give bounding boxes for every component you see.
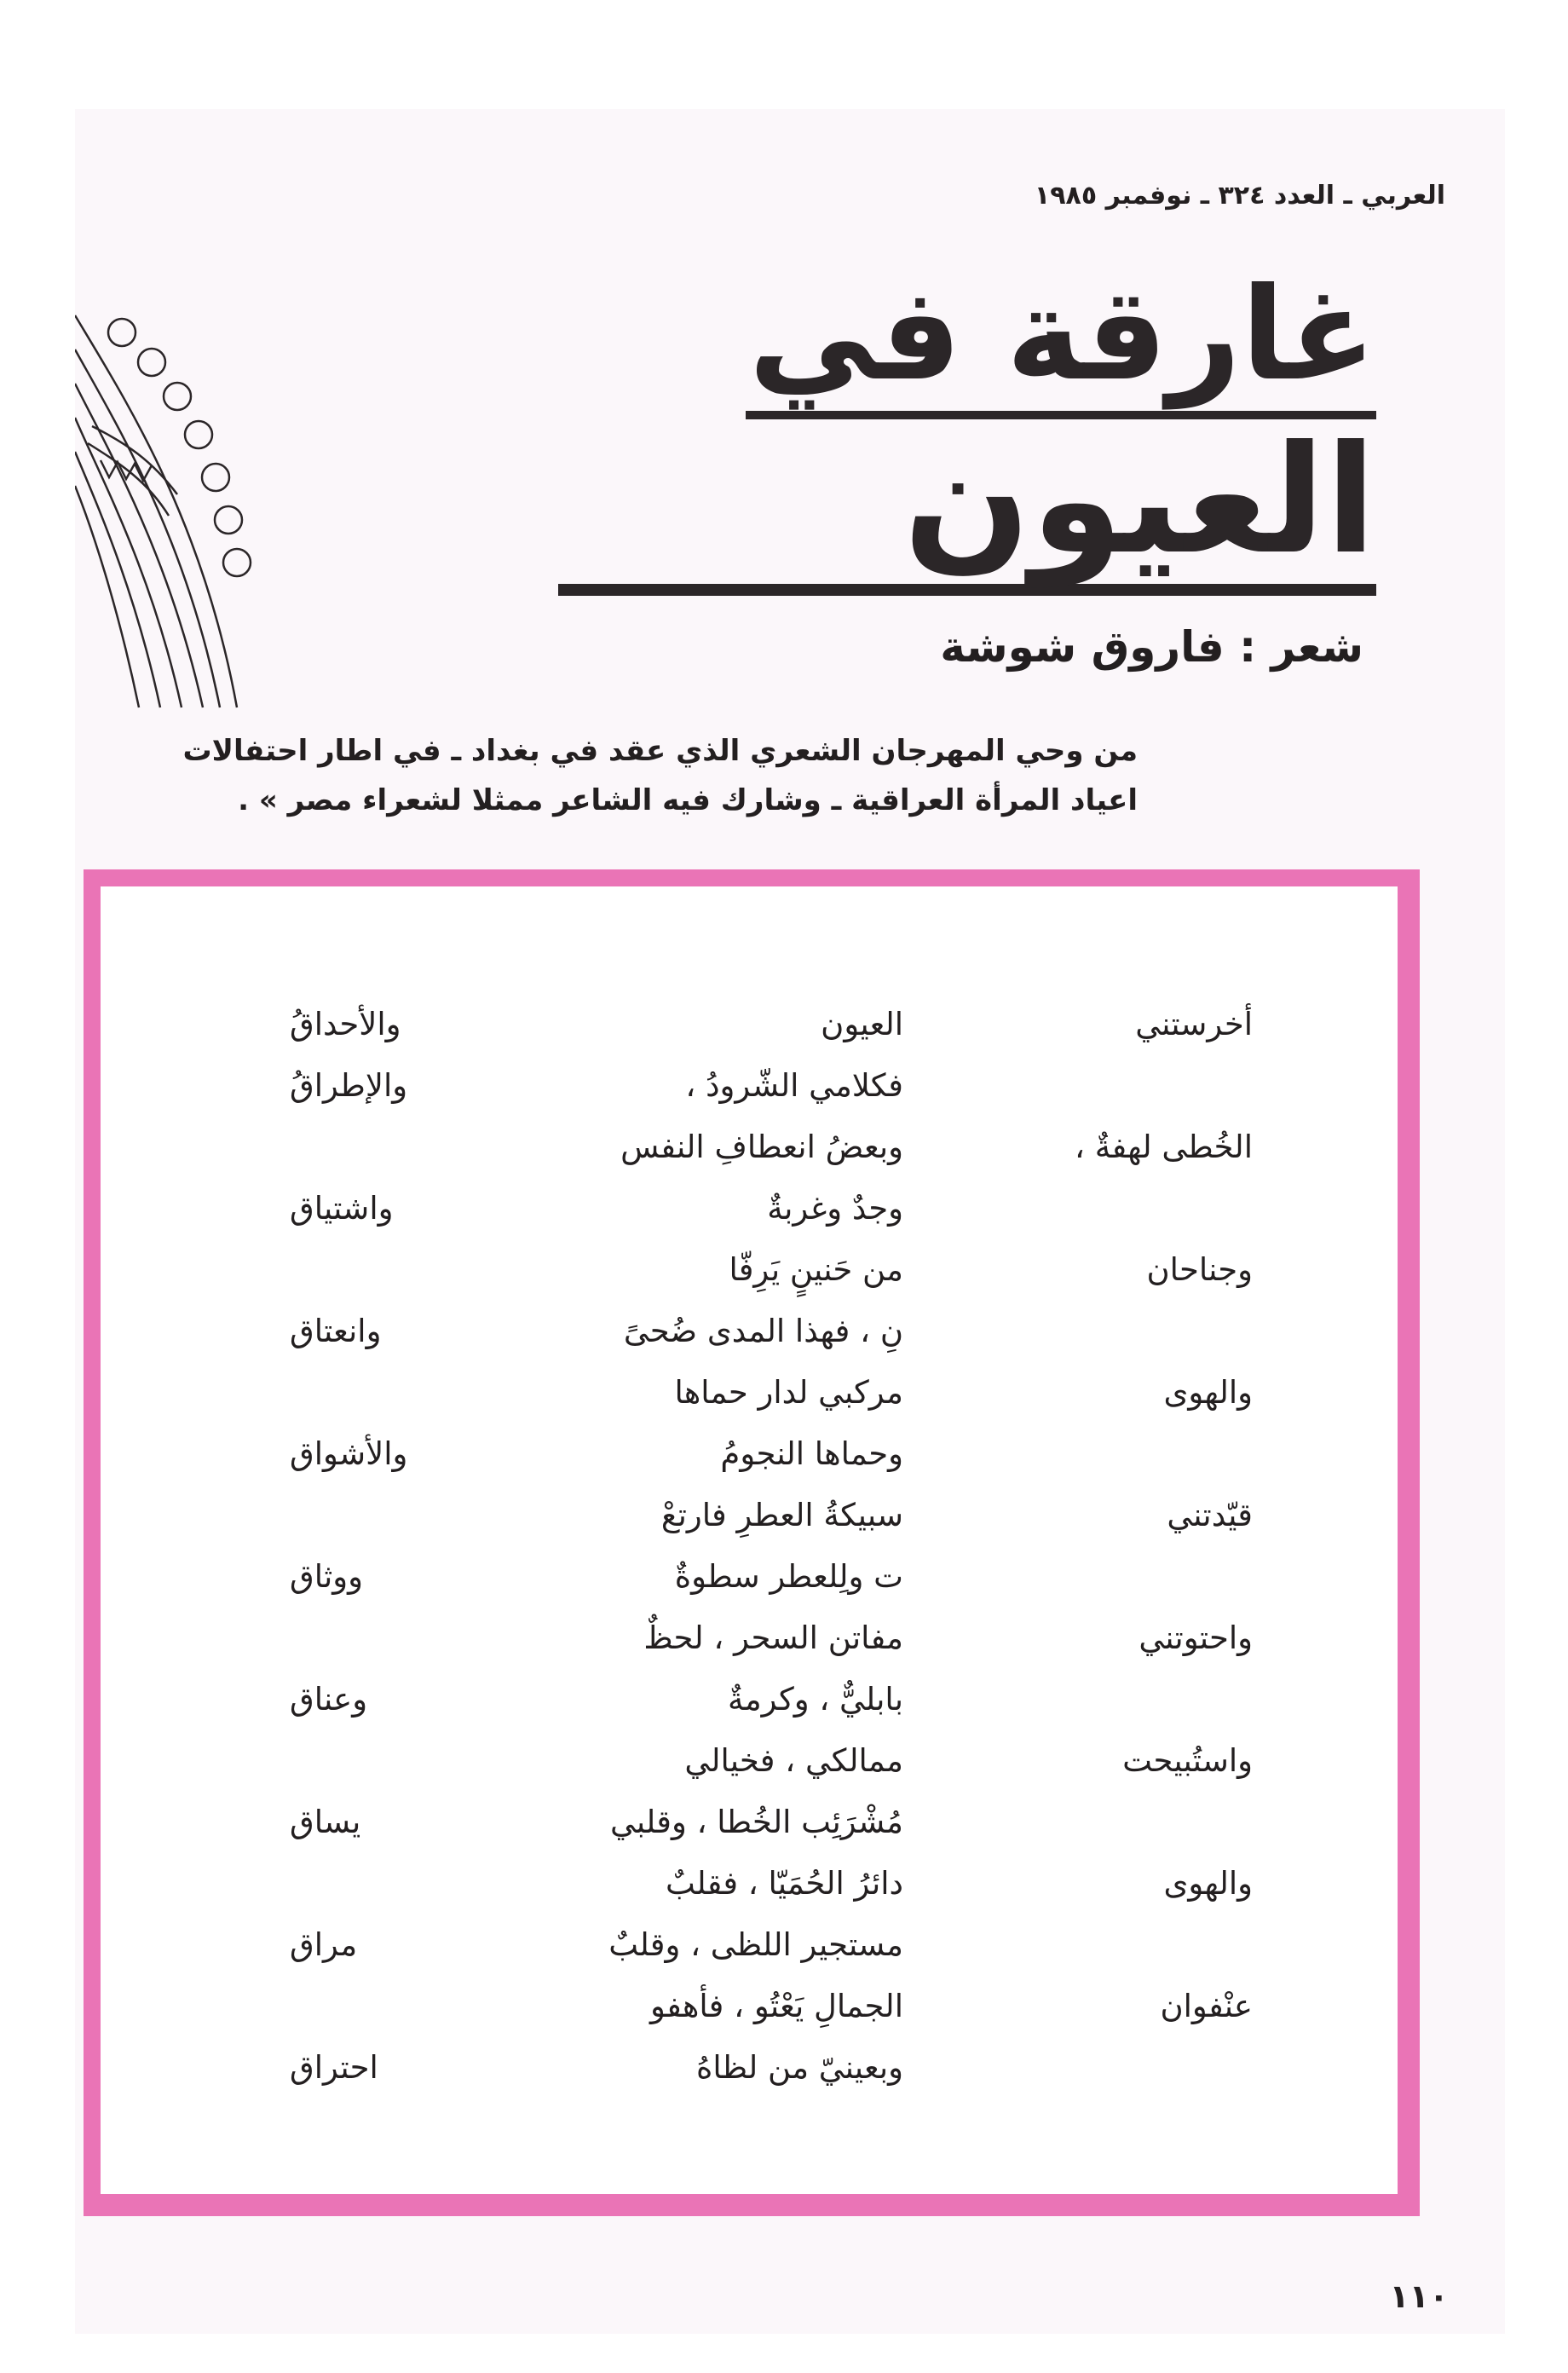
poem-verse: [290, 1865, 1253, 1926]
verse-segment-middle: فكلامي الشّرودُ ،: [685, 1067, 903, 1104]
poem-verse: [290, 1497, 1253, 1558]
poem-verse: [290, 1620, 1253, 1681]
verse-segment-right: عنْفوان: [1160, 1988, 1253, 2024]
verse-segment-middle: وبعضُ انعطافِ النفس: [620, 1129, 903, 1165]
verse-segment-middle: وحماها النجومُ: [720, 1435, 903, 1472]
verse-segment-middle: مفاتن السحر ، لحظٌ: [643, 1620, 903, 1656]
page-number: ١١٠: [1389, 2278, 1449, 2315]
poem-title: [558, 261, 1376, 596]
poem-verse: [290, 1742, 1253, 1804]
decorative-ornament-icon: [75, 298, 271, 725]
verse-segment-middle: وجدٌ وغربةٌ: [767, 1190, 903, 1227]
verse-segment-middle: سبيكةُ العطرِ فارتعْ: [660, 1497, 903, 1533]
poem-verse: [290, 1067, 1253, 1129]
title-line-1: غارقة في: [746, 271, 1376, 419]
verse-segment-middle: ممالكي ، فخيالي: [684, 1742, 903, 1779]
verse-segment-middle: مركبي لدار حماها: [674, 1374, 903, 1411]
verse-segment-middle: العيون: [821, 1006, 903, 1042]
poem-verse: [290, 1681, 1253, 1742]
verse-segment-left: ووثاق: [290, 1558, 364, 1595]
verse-segment-left: احتراق: [290, 2049, 378, 2086]
verse-segment-left: والأحداقُ: [290, 1006, 401, 1042]
poem-verse: [290, 1374, 1253, 1435]
title-line-2: العيون: [558, 426, 1376, 596]
poet-byline: شعر : فاروق شوشة: [940, 622, 1363, 672]
issue-header: العربي ـ العدد ٣٢٤ ـ نوفمبر ١٩٨٥: [1034, 181, 1445, 211]
intro-paragraph: من وحي المهرجان الشعري الذي عقد في بغداد ـ في اطار احتفالات اعياد المرأة العراقية ـ وشارك فيه الشاعر ممثلا لشعراء مصر » .: [182, 734, 1138, 817]
poem-verse: [290, 1251, 1253, 1313]
poem-verse: [290, 2049, 1253, 2110]
poem-verse: [290, 1435, 1253, 1497]
verse-segment-right: واحتوتني: [1139, 1620, 1253, 1656]
verse-segment-left: وعناق: [290, 1681, 368, 1718]
verse-segment-right: الخُطى لهفةٌ ،: [1075, 1129, 1253, 1165]
verse-segment-middle: من حَنينٍ يَرِفّا: [729, 1251, 903, 1288]
verse-segment-right: والهوى: [1163, 1374, 1253, 1411]
poem-verse: [290, 1313, 1253, 1374]
verse-segment-middle: ت ولِلعطر سطوةٌ: [674, 1558, 903, 1595]
poem-verse: [290, 1988, 1253, 2049]
verse-segment-right: أخرستني: [1135, 1006, 1253, 1042]
verse-segment-middle: مستجير اللظى ، وقلبٌ: [608, 1926, 903, 1963]
verse-segment-right: قيّدتني: [1167, 1497, 1253, 1533]
verse-segment-left: وانعتاق: [290, 1313, 382, 1349]
poem-verse: [290, 1804, 1253, 1865]
verse-segment-left: مراق: [290, 1926, 358, 1963]
verse-segment-left: واشتياق: [290, 1190, 394, 1227]
verse-segment-middle: دائرُ الحُمَيّا ، فقلبٌ: [666, 1865, 903, 1902]
poem-verse: [290, 1926, 1253, 1988]
verse-segment-middle: نِ ، فهذا المدى ضُحىً: [623, 1313, 903, 1349]
verse-segment-left: والأشواق: [290, 1435, 408, 1472]
verse-segment-right: واستُبيحت: [1122, 1742, 1253, 1779]
verse-segment-middle: وبعينيّ من لظاهُ: [696, 2049, 903, 2086]
verse-segment-right: والهوى: [1163, 1865, 1253, 1902]
poem-verse: [290, 1558, 1253, 1620]
verse-segment-left: والإطراقُ: [290, 1067, 408, 1104]
verse-segment-middle: بابليٌّ ، وكرمةٌ: [728, 1681, 903, 1718]
verse-segment-left: يساق: [290, 1804, 361, 1840]
verse-segment-middle: مُشْرَئِب الخُطا ، وقلبي: [610, 1804, 903, 1840]
verse-segment-middle: الجمالِ يَعْتُو ، فأهفو: [650, 1988, 903, 2024]
poem-verse: [290, 1006, 1253, 1067]
poem-verse: [290, 1190, 1253, 1251]
poem-body: [290, 1006, 1253, 2110]
verse-segment-right: وجناحان: [1146, 1251, 1253, 1288]
poem-verse: [290, 1129, 1253, 1190]
